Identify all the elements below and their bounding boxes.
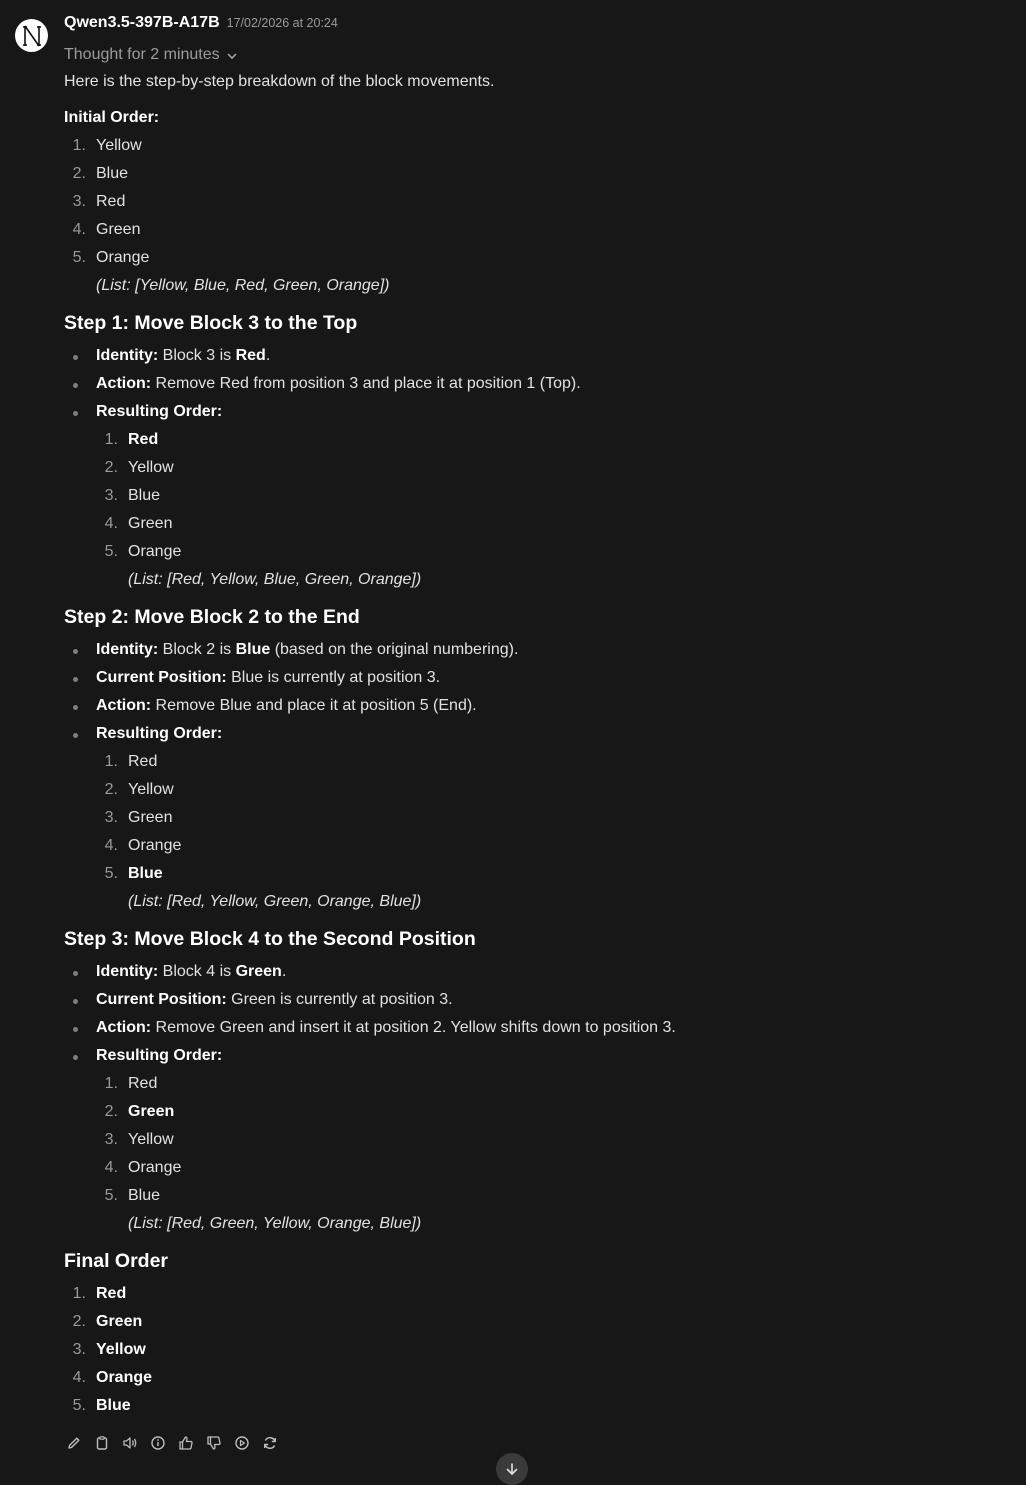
list-number: 2. (72, 165, 86, 182)
bullet-dot (73, 411, 78, 416)
bullet-label: Resulting Order: (96, 725, 223, 742)
bullet-dot (73, 1027, 78, 1032)
bullet-text: Remove Green and insert it at position 2. Yellow shifts down to position 3. (151, 1019, 676, 1036)
continue-button[interactable] (232, 1433, 252, 1453)
model-logo-icon (20, 23, 44, 49)
list-number: 2. (104, 1103, 118, 1120)
bullet-label: Resulting Order: (96, 1047, 223, 1064)
final-order-list (64, 1280, 1004, 1420)
list-item (64, 804, 1004, 832)
list-item-text: Green (128, 1103, 175, 1120)
list-number: 3. (72, 193, 86, 210)
bullet-dot (73, 705, 78, 710)
bullet-label: Action: (96, 375, 152, 392)
list-item (64, 1154, 1004, 1182)
scroll-to-bottom-button[interactable] (496, 1453, 528, 1485)
list-item (64, 244, 1004, 272)
bullet-label: Action: (96, 1019, 152, 1036)
list-item-text: Yellow (128, 1131, 174, 1148)
bullet-item (64, 1042, 1004, 1070)
list-number: 3. (104, 487, 118, 504)
list-number: 1. (104, 753, 118, 770)
list-item (64, 538, 1004, 566)
info-icon (150, 1435, 166, 1451)
bullet-text: Green is currently at position 3. (226, 991, 453, 1008)
bullet-label: Current Position: (96, 669, 227, 686)
list-item (64, 132, 1004, 160)
bullet-bold: Red (235, 347, 266, 364)
list-number: 4. (104, 1159, 118, 1176)
copy-button[interactable] (92, 1433, 112, 1453)
list-number: 4. (104, 515, 118, 532)
list-item (64, 1280, 1004, 1308)
bullet-item (64, 342, 1004, 370)
list-item-text: Yellow (96, 137, 142, 154)
bullet-item (64, 958, 1004, 986)
bullet-label: Resulting Order: (96, 403, 223, 420)
list-number: 5. (72, 1397, 86, 1414)
list-item (64, 188, 1004, 216)
list-number: 5. (104, 543, 118, 560)
list-item (64, 426, 1004, 454)
list-item (64, 454, 1004, 482)
message-actions (64, 1433, 280, 1453)
list-number: 1. (72, 1285, 86, 1302)
bullet-item (64, 664, 1004, 692)
list-item (64, 860, 1004, 888)
bullet-label: Action: (96, 697, 152, 714)
thought-label: Thought for 2 minutes (64, 46, 220, 63)
list-item-text: Green (96, 221, 141, 238)
list-number: 1. (104, 431, 118, 448)
arrow-down-icon (504, 1461, 520, 1477)
message-timestamp: 17/02/2026 at 20:24 (226, 16, 338, 30)
bullet-dot (73, 649, 78, 654)
bullet-dot (73, 999, 78, 1004)
list-item-text: Red (128, 431, 159, 448)
list-item (64, 1308, 1004, 1336)
list-number: 5. (72, 249, 86, 266)
edit-button[interactable] (64, 1433, 84, 1453)
list-item (64, 1070, 1004, 1098)
model-name: Qwen3.5-397B-A17B (64, 14, 220, 31)
step-2-heading: Step 2: Move Block 2 to the End (64, 606, 360, 628)
initial-order-list (64, 132, 1004, 272)
list-item (64, 1364, 1004, 1392)
list-number: 4. (104, 837, 118, 854)
bullet-item (64, 1014, 1004, 1042)
bullet-text: Blue is currently at position 3. (226, 669, 441, 686)
list-number: 1. (104, 1075, 118, 1092)
model-avatar (15, 19, 48, 52)
step-1-heading: Step 1: Move Block 3 to the Top (64, 312, 358, 334)
list-number: 4. (72, 221, 86, 238)
clipboard-icon (94, 1435, 110, 1451)
list-item (64, 776, 1004, 804)
list-item-text: Orange (96, 249, 150, 266)
bullet-label: Identity: (96, 641, 159, 658)
list-item-text: Red (128, 1075, 158, 1092)
bullet-dot (73, 1055, 78, 1060)
list-item-text: Blue (128, 1187, 161, 1204)
bullet-text: . (281, 963, 287, 980)
list-note: (List: [Red, Green, Yellow, Orange, Blue]) (128, 1215, 422, 1232)
play-icon (234, 1435, 250, 1451)
list-number: 5. (104, 1187, 118, 1204)
list-item-text: Yellow (128, 781, 174, 798)
list-item (64, 510, 1004, 538)
bullet-dot (73, 677, 78, 682)
bullet-label: Current Position: (96, 991, 227, 1008)
good-response-button[interactable] (176, 1433, 196, 1453)
bullet-item (64, 692, 1004, 720)
step-2-result-list (64, 748, 1004, 888)
bullet-dot (73, 355, 78, 360)
regenerate-button[interactable] (260, 1433, 280, 1453)
intro-text: Here is the step-by-step breakdown of the block movements. (64, 73, 495, 90)
list-number: 1. (72, 137, 86, 154)
list-item (64, 160, 1004, 188)
list-item (64, 1098, 1004, 1126)
bullet-item (64, 370, 1004, 398)
list-item (64, 216, 1004, 244)
list-item-text: Red (128, 753, 158, 770)
list-item-text: Green (96, 1313, 143, 1330)
list-item-text: Blue (96, 165, 129, 182)
bullet-text: Block 3 is (158, 347, 236, 364)
bad-response-button[interactable] (204, 1433, 224, 1453)
list-item-text: Orange (128, 1159, 182, 1176)
list-item (64, 482, 1004, 510)
list-item (64, 1126, 1004, 1154)
list-item-text: Orange (128, 543, 182, 560)
bullet-text: Block 2 is (158, 641, 236, 658)
bullet-bold: Blue (235, 641, 271, 658)
list-item-text: Yellow (128, 459, 174, 476)
bullet-label: Identity: (96, 963, 159, 980)
thumbs-up-icon (178, 1435, 194, 1451)
list-item-text: Blue (96, 1397, 131, 1414)
list-note: (List: [Yellow, Blue, Red, Green, Orange]) (96, 277, 390, 294)
list-number: 2. (104, 459, 118, 476)
list-item-text: Blue (128, 865, 163, 882)
bullet-bold: Green (235, 963, 282, 980)
list-number: 3. (104, 809, 118, 826)
list-number: 5. (104, 865, 118, 882)
thought-toggle[interactable] (64, 42, 1004, 68)
step-3-heading: Step 3: Move Block 4 to the Second Position (64, 928, 476, 950)
list-item-text: Orange (96, 1369, 153, 1386)
list-item (64, 748, 1004, 776)
bullet-item (64, 398, 1004, 426)
list-item (64, 1336, 1004, 1364)
refresh-icon (262, 1435, 278, 1451)
bullet-text: Block 4 is (158, 963, 236, 980)
speaker-icon (122, 1435, 138, 1451)
bullet-text: (based on the original numbering). (270, 641, 519, 658)
step-3-result-list (64, 1070, 1004, 1210)
bullet-label: Identity: (96, 347, 159, 364)
read-aloud-button[interactable] (120, 1433, 140, 1453)
bullet-text: Remove Blue and place it at position 5 (End). (151, 697, 477, 714)
list-note: (List: [Red, Yellow, Green, Orange, Blue]) (128, 893, 422, 910)
step-1-result-list (64, 426, 1004, 566)
list-item-text: Green (128, 809, 173, 826)
list-item (64, 832, 1004, 860)
list-number: 2. (104, 781, 118, 798)
list-item (64, 1392, 1004, 1420)
list-number: 3. (72, 1341, 86, 1358)
pencil-icon (66, 1435, 82, 1451)
final-order-heading: Final Order (64, 1250, 169, 1272)
bullet-item (64, 636, 1004, 664)
list-item (64, 1182, 1004, 1210)
list-item-text: Yellow (96, 1341, 146, 1358)
bullet-dot (73, 383, 78, 388)
bullet-text: Remove Red from position 3 and place it at position 1 (Top). (151, 375, 581, 392)
list-item-text: Orange (128, 837, 182, 854)
bullet-item (64, 986, 1004, 1014)
message-content (64, 14, 1004, 1420)
info-button[interactable] (148, 1433, 168, 1453)
list-number: 3. (104, 1131, 118, 1148)
list-item-text: Red (96, 1285, 127, 1302)
chevron-down-icon (226, 50, 238, 62)
list-number: 2. (72, 1313, 86, 1330)
message-header (64, 14, 1004, 42)
list-item-text: Blue (128, 487, 161, 504)
initial-order-label: Initial Order: (64, 109, 160, 126)
bullet-dot (73, 971, 78, 976)
bullet-dot (73, 733, 78, 738)
list-note: (List: [Red, Yellow, Blue, Green, Orange]) (128, 571, 422, 588)
bullet-item (64, 720, 1004, 748)
list-number: 4. (72, 1369, 86, 1386)
bullet-text: . (265, 347, 271, 364)
thumbs-down-icon (206, 1435, 222, 1451)
list-item-text: Red (96, 193, 126, 210)
list-item-text: Green (128, 515, 173, 532)
